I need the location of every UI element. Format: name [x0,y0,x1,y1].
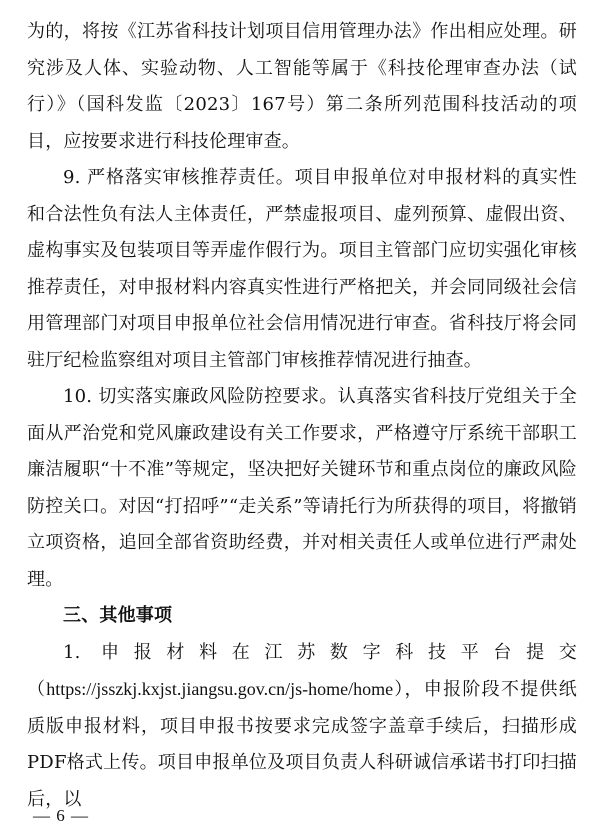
platform-url: https://jsszkj.kxjst.jiangsu.gov.cn/js-home/home [46,679,394,699]
document-body [27,14,577,818]
paragraph-continued: 为的，将按《江苏省科技计划项目信用管理办法》作出相应处理。研究涉及人体、实验动物、人工智能等属于《科技伦理审查办法（试行）》（国科发监〔2023〕167号）第二条所列范围科技活动的项目，应按要求进行科技伦理审查。 [27,21,577,152]
page-number-footer: — 6 — [33,806,89,825]
item-1-text-after-url: ），申报阶段不提供纸质版申报材料，项目申报书按要求完成签字盖章手续后，扫描形成PDF格式上传。项目申报单位及项目负责人科研诚信承诺书打印扫描后，以 [27,679,578,810]
paragraph-other-item-1 [27,635,577,819]
item-1-text-before-url: 1. 申报材料在江苏数字科技平台提交（ [27,641,577,700]
paragraph-item-9: 9. 严格落实审核推荐责任。项目申报单位对申报材料的真实性和合法性负有法人主体责任，严禁虚报项目、虚列预算、虚假出资、虚构事实及包装项目等弄虚作假行为。项目主管部门应切实强化审核推荐责任，对申报材料内容真实性进行严格把关，并会同同级社会信用管理部门对项目申报单位社会信用情况进行审查。省科技厅将会同驻厅纪检监察组对项目主管部门审核推荐情况进行抽查。 [27,167,577,371]
section-heading-other-matters: 三、其他事项 [63,605,173,626]
paragraph-item-10: 10. 切实落实廉政风险防控要求。认真落实省科技厅党组关于全面从严治党和党风廉政建设有关工作要求，严格遵守厅系统干部职工廉洁履职“十不准”等规定，坚决把好关键环节和重点岗位的廉政风险防控关口。对因“打招呼”“走关系”等请托行为所获得的项目，将撤销立项资格，追回全部省资助经费，并对相关责任人或单位进行严肃处理。 [27,386,577,590]
